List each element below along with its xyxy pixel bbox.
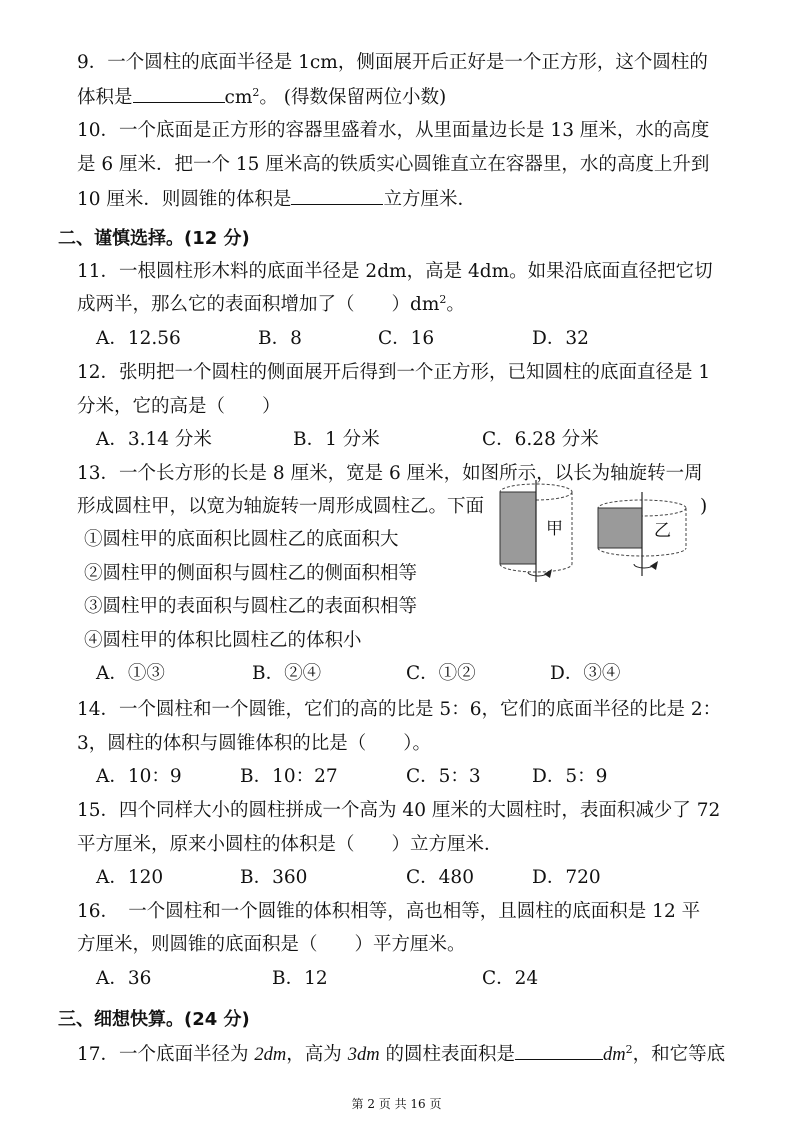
q9-unit: cm [224,87,253,108]
q9-note: 。 (得数保留两位小数) [259,87,447,108]
section-title-3: 三、细想快算。(24 分) [58,1009,250,1030]
q12-option-a[interactable]: A．3.14 分米 [96,429,212,450]
q13-option-d[interactable]: D．③④ [550,663,621,684]
q14-option-d[interactable]: D．5：9 [532,766,608,787]
page-footer: 第 2 页 共 16 页 [351,1097,442,1111]
q14-option-a[interactable]: A．10：9 [96,766,182,787]
q14-option-b[interactable]: B．10：27 [240,766,338,787]
cylinder-yi [598,492,686,576]
answer-blank[interactable] [291,186,383,205]
answer-blank[interactable] [515,1041,603,1060]
q15-option-d[interactable]: D．720 [532,867,601,888]
q9-line1: 9．一个圆柱的底面半径是 1cm，侧面展开后正好是一个正方形，这个圆柱的 [77,52,708,73]
q13-option-a[interactable]: A．①③ [96,663,165,684]
q17-text-a: 17．一个底面半径为 [77,1044,255,1065]
q17-unit: dm [602,1045,626,1065]
q13-statement-3: ③圆柱甲的表面积与圆柱乙的表面积相等 [84,596,418,617]
q12-line2: 分米，它的高是（ ） [77,396,281,417]
q12-option-b[interactable]: B．1 分米 [293,429,380,450]
q13-statement-2: ②圆柱甲的侧面积与圆柱乙的侧面积相等 [84,563,418,584]
q17-unit-sup: 2 [625,1042,633,1056]
q11-option-d[interactable]: D．32 [532,328,589,349]
q16-option-b[interactable]: B．12 [272,968,328,989]
label-jia: 甲 [546,519,563,539]
q10-text-b: 立方厘米． [383,189,476,210]
q13-line2: 形成圆柱甲，以宽为轴旋转一周形成圆柱乙。下面 [77,496,485,517]
q11-unit-sup: 2 [439,292,447,306]
q17-radius: 2dm [254,1045,287,1065]
q14-line2: 3，圆柱的体积与圆锥体积的比是（ ）。 [77,733,432,754]
cylinders-figure [494,478,734,588]
q12-line1: 12．张明把一个圆柱的侧面展开后得到一个正方形，已知圆柱的底面直径是 1 [77,362,711,383]
q17-text-c: 的圆柱表面积是 [379,1044,515,1065]
q11-text-a: 成两半，那么它的表面积增加了（ ）dm [77,294,440,315]
q17-height: 3dm [347,1045,380,1065]
q13-option-b[interactable]: B．②④ [252,663,322,684]
cylinder-jia [500,480,572,582]
q17-text-b: ，高为 [286,1044,348,1065]
section-title-2: 二、谨慎选择。(12 分) [58,228,250,249]
q13-option-c[interactable]: C．①② [406,663,476,684]
q17-line1 [77,1041,725,1068]
q10-line3 [77,186,476,213]
q10-text-a: 10 厘米．则圆锥的体积是 [77,189,292,210]
q11-option-c[interactable]: C．16 [378,328,435,349]
q9-unit-sup: 2 [252,85,260,99]
q17-text-d: ，和它等底 [632,1044,726,1065]
q9-line2 [77,84,446,111]
q11-line2 [77,292,465,318]
q10-line2: 是 6 厘米．把一个 15 厘米高的铁质实心圆锥直立在容器里，水的高度上升到 [77,154,710,175]
q16-line2: 方厘米，则圆锥的底面积是（ ）平方厘米。 [77,934,466,955]
q14-line1: 14．一个圆柱和一个圆锥，它们的高的比是 5：6，它们的底面半径的比是 2： [77,699,722,720]
q14-option-c[interactable]: C．5：3 [406,766,481,787]
q12-option-c[interactable]: C．6.28 分米 [482,429,599,450]
answer-blank[interactable] [133,84,225,103]
q15-option-c[interactable]: C．480 [406,867,474,888]
q16-line1: 16． 一个圆柱和一个圆锥的体积相等，高也相等，且圆柱的底面积是 12 平 [77,901,701,922]
q11-text-b: 。 [446,294,465,315]
q16-option-a[interactable]: A．36 [96,968,152,989]
q16-option-c[interactable]: C．24 [482,968,539,989]
q15-option-a[interactable]: A．120 [96,867,164,888]
q11-line1: 11．一根圆柱形木料的底面半径是 2dm，高是 4dm。如果沿底面直径把它切 [77,261,713,282]
label-yi: 乙 [654,521,671,541]
q10-line1: 10．一个底面是正方形的容器里盛着水，从里面量边长是 13 厘米，水的高度 [77,120,710,141]
q11-option-b[interactable]: B．8 [258,328,302,349]
q15-line2: 平方厘米，原来小圆柱的体积是（ ）立方厘米． [77,834,503,855]
q15-line1: 15．四个同样大小的圆柱拼成一个高为 40 厘米的大圆柱时，表面积减少了 72 [77,800,721,821]
q9-text-a: 体积是 [77,87,133,108]
q13-line1: 13．一个长方形的长是 8 厘米，宽是 6 厘米，如图所示，以长为轴旋转一周 [77,463,703,484]
q13-line2-end: ) [700,496,708,517]
q13-statement-1: ①圆柱甲的底面积比圆柱乙的底面积大 [84,529,399,550]
q11-option-a[interactable]: A．12.56 [96,328,181,349]
q15-option-b[interactable]: B．360 [240,867,308,888]
q13-statement-4: ④圆柱甲的体积比圆柱乙的体积小 [84,630,362,651]
